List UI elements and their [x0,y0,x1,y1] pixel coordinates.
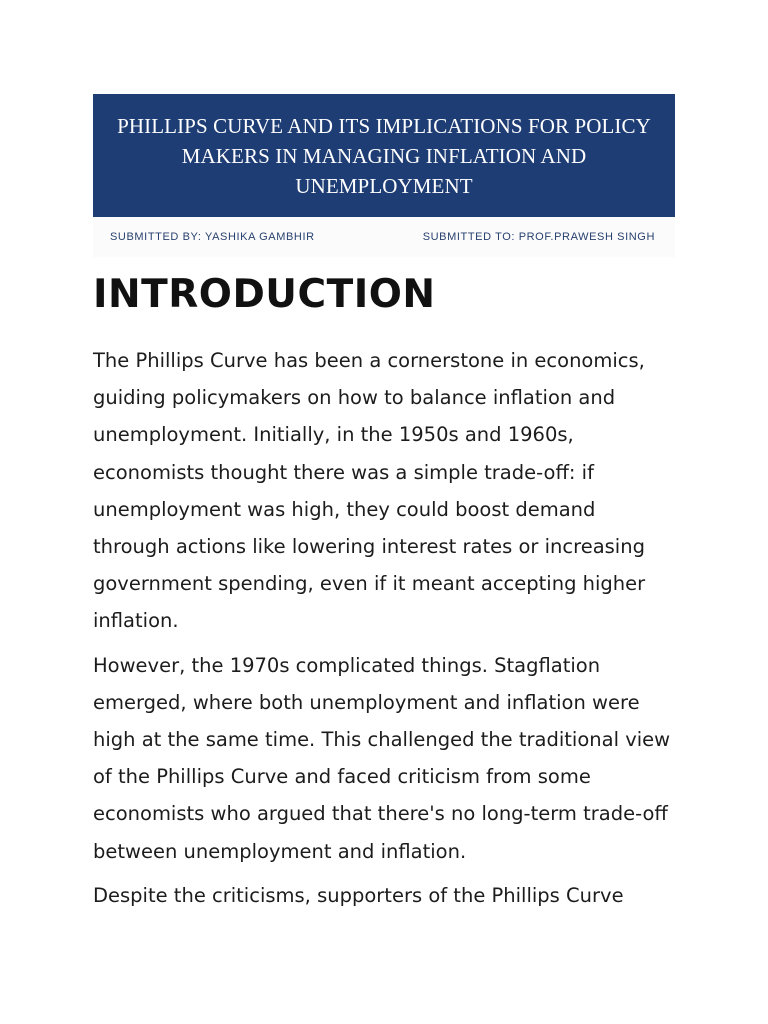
paragraph-3: Despite the criticisms, supporters of the Phillips Curve [93,883,624,907]
submission-strip [93,217,675,257]
submitted-by-label: SUBMITTED BY: YASHIKA GAMBHIR [110,231,315,243]
section-heading: INTRODUCTION [93,272,436,317]
submitted-to-label: SUBMITTED TO: PROF.PRAWESH SINGH [422,231,655,243]
document-title [117,111,651,201]
document-title-line-3: UNEMPLOYMENT [295,173,473,198]
document-title-line-2: MAKERS IN MANAGING INFLATION AND [181,143,587,168]
title-banner [93,94,675,217]
paragraph-2: However, the 1970s complicated things. Stagflation emerged, where both unemployment and inflation were high at the same time. This challenged the traditional view of the Phillips Curve and faced criticism from some economists who argued that there's no long-term trade-off between unemployment and inflation. [93,653,671,863]
body-text [93,342,673,921]
paragraph-1: The Phillips Curve has been a cornerstone in economics, guiding policymakers on how to balance inflation and unemployment. Initially, in the 1950s and 1960s, economists thought there was a simple trade-off: if unemployment was high, they could boost demand through actions like lowering interest rates or increasing government spending, even if it meant accepting higher inflation. [93,349,646,633]
document-title-line-1: PHILLIPS CURVE AND ITS IMPLICATIONS FOR POLICY [117,113,651,138]
